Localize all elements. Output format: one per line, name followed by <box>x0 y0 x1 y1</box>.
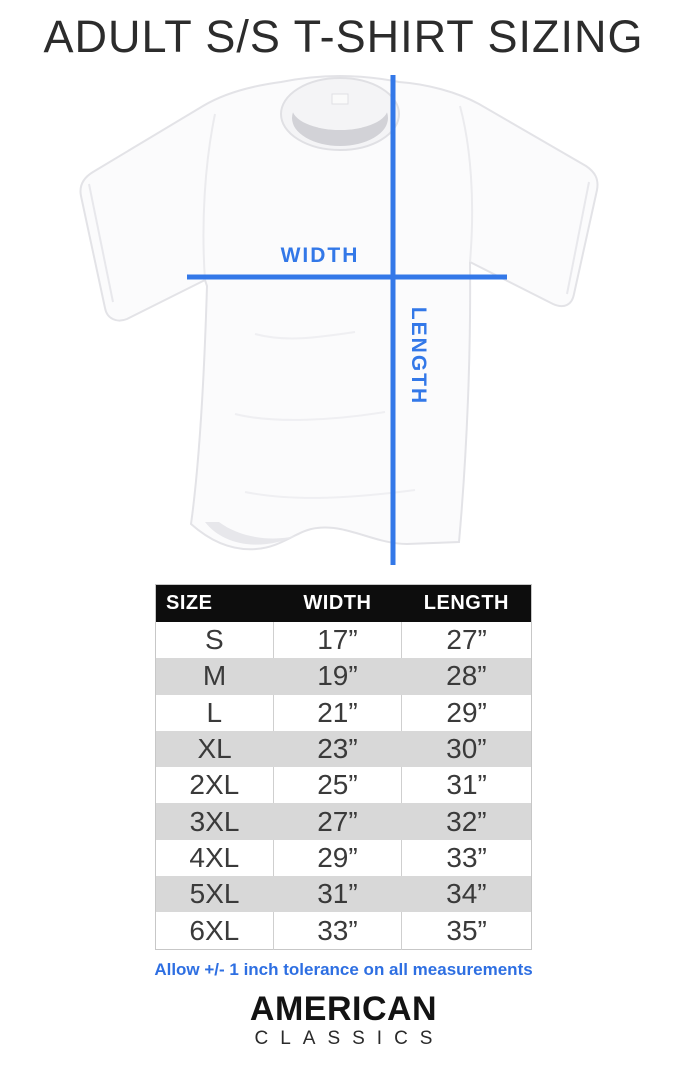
width-cell: 23” <box>317 733 358 765</box>
size-chart-table <box>155 584 532 950</box>
length-cell: 27” <box>402 622 532 658</box>
width-cell: 17” <box>273 622 402 658</box>
table-row <box>156 876 532 912</box>
size-cell: L <box>206 696 223 728</box>
length-label: LENGTH <box>407 306 430 406</box>
brand-logo <box>0 992 687 1048</box>
width-cell: 33” <box>273 912 402 949</box>
neck-label <box>332 94 348 104</box>
length-cell: 34” <box>446 878 487 910</box>
length-cell: 35” <box>402 912 532 949</box>
size-cell: 3XL <box>189 805 240 837</box>
size-header: SIZE <box>156 585 274 623</box>
table-row <box>156 695 532 731</box>
size-cell: S <box>204 624 224 656</box>
length-header: LENGTH <box>402 585 532 623</box>
tshirt-illustration <box>55 72 630 572</box>
width-cell: 21” <box>273 695 402 731</box>
width-cell: 25” <box>273 767 402 803</box>
collar-back-band <box>292 86 388 130</box>
size-cell: 2XL <box>189 769 240 801</box>
table-row <box>156 622 532 658</box>
size-cell: M <box>202 660 227 692</box>
size-cell: 4XL <box>189 841 240 873</box>
size-cell: XL <box>197 733 232 765</box>
width-cell: 27” <box>317 805 358 837</box>
brand-name-secondary: CLASSICS <box>254 1028 445 1049</box>
table-row <box>156 731 532 767</box>
length-cell: 30” <box>446 733 487 765</box>
width-header: WIDTH <box>273 585 402 623</box>
length-cell: 31” <box>402 767 532 803</box>
table-row <box>156 767 532 803</box>
length-cell: 33” <box>402 840 532 876</box>
size-cell: 6XL <box>189 914 240 946</box>
width-cell: 31” <box>317 878 358 910</box>
table-row <box>156 912 532 949</box>
tshirt-diagram <box>55 72 630 572</box>
width-cell: 19” <box>317 660 358 692</box>
table-header-row <box>156 585 532 623</box>
tolerance-note: Allow +/- 1 inch tolerance on all measurements <box>154 960 533 979</box>
width-line <box>187 275 507 280</box>
brand-name-primary: AMERICAN <box>249 990 438 1028</box>
table-row <box>156 840 532 876</box>
length-line <box>391 75 396 565</box>
width-label: WIDTH <box>280 244 360 267</box>
table-row <box>156 658 532 694</box>
length-cell: 28” <box>446 660 487 692</box>
page-title: ADULT S/S T-SHIRT SIZING <box>43 11 644 62</box>
table-row <box>156 803 532 839</box>
length-cell: 32” <box>446 805 487 837</box>
size-cell: 5XL <box>189 878 240 910</box>
width-cell: 29” <box>273 840 402 876</box>
length-cell: 29” <box>402 695 532 731</box>
